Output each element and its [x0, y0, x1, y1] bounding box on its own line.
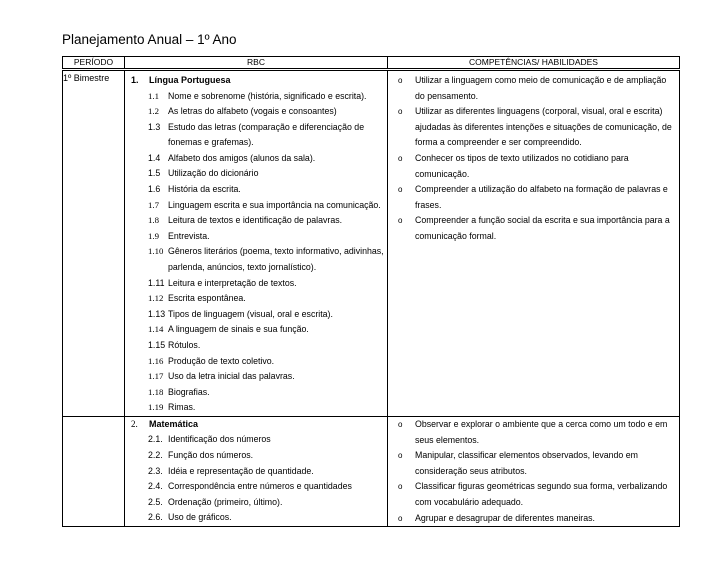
list-item: 1.3 Estudo das letras (comparação e diferenciação de fonemas e grafemas). — [148, 121, 365, 148]
periodo-cell: 1º Bimestre — [63, 70, 125, 417]
list-item: 1.18 Biografias. — [148, 386, 210, 397]
list-item: 1.2 As letras do alfabeto (vogais e consoantes) — [148, 106, 337, 117]
list-item: o Classificar figuras geométricas segundo sua forma, verbalizando com vocabulário adequado. — [388, 479, 675, 510]
list-item: o Observar e explorar o ambiente que a cerca como um todo e em seus elementos. — [388, 417, 675, 448]
list-item: 1.8 Leitura de textos e identificação de palavras. — [148, 215, 343, 226]
list-item: 2.2. Função dos números. — [148, 450, 254, 461]
subject-number: 2. — [131, 418, 138, 429]
list-item: 2.1. Identificação dos números — [148, 434, 271, 445]
list-item: o Utilizar a linguagem como meio de comunicação e de ampliação do pensamento. — [388, 73, 675, 104]
competencias-list — [388, 73, 679, 245]
list-item: 1.4 Alfabeto dos amigos (alunos da sala). — [148, 152, 316, 163]
competencias-list — [388, 417, 679, 526]
list-item: 1.10 Gêneros literários (poema, texto informativo, adivinhas, parlenda, anúncios, texto jornalístico). — [148, 246, 384, 273]
list-item: 1.12 Escrita espontânea. — [148, 293, 246, 304]
rbc-cell — [125, 416, 388, 526]
subject-label: Língua Portuguesa — [149, 75, 231, 85]
page-title: Planejamento Anual – 1º Ano — [62, 32, 237, 47]
subject-label: Matemática — [149, 418, 199, 429]
rbc-cell — [125, 70, 388, 417]
competencias-cell — [388, 416, 680, 526]
list-item: 1.9 Entrevista. — [148, 230, 210, 241]
list-item: o Conhecer os tipos de texto utilizados no cotidiano para comunicação. — [388, 151, 675, 182]
list-item: o Utilizar as diferentes linguagens (corporal, visual, oral e escrita) ajudadas às diferentes intenções e situações de comunicação, de forma a compreender e ser compreendido. — [388, 104, 675, 151]
list-item: o Compreender a função social da escrita e sua importância para a comunicação formal. — [388, 213, 675, 244]
list-item: o Manipular, classificar elementos observados, levando em consideração seus atributos. — [388, 448, 675, 479]
list-item: 1.5 Utilização do dicionário — [148, 168, 259, 179]
header-rbc: RBC — [125, 57, 388, 70]
subject-heading — [125, 417, 387, 433]
header-periodo: PERÍODO — [63, 57, 125, 70]
content-list — [125, 432, 387, 526]
periodo-cell — [63, 416, 125, 526]
list-item: 1.19 Rimas. — [148, 402, 196, 413]
content-list — [125, 89, 387, 416]
list-item: 1.7 Linguagem escrita e sua importância na comunicação. — [148, 199, 381, 210]
list-item: o Agrupar e desagrupar de diferentes maneiras. — [388, 511, 675, 527]
list-item: 1.6 História da escrita. — [148, 184, 241, 195]
planning-table — [62, 56, 680, 527]
list-item: 2.3. Idéia e representação de quantidade. — [148, 465, 314, 476]
list-item: 1.13 Tipos de linguagem (visual, oral e escrita). — [148, 308, 333, 319]
competencias-cell — [388, 70, 680, 417]
subject-heading — [125, 73, 387, 89]
list-item: 1.15 Rótulos. — [148, 340, 201, 350]
list-item: 2.5. Ordenação (primeiro, último). — [148, 496, 283, 507]
list-item: 1.11 Leitura e interpretação de textos. — [148, 277, 297, 288]
list-item: 1.16 Produção de texto coletivo. — [148, 355, 275, 366]
table-row — [63, 416, 680, 526]
table-header-row — [63, 57, 680, 70]
list-item: 1.17 Uso da letra inicial das palavras. — [148, 371, 295, 382]
list-item: 1.1 Nome e sobrenome (história, significado e escrita). — [148, 90, 367, 101]
table-row — [63, 70, 680, 417]
list-item: o Compreender a utilização do alfabeto na formação de palavras e frases. — [388, 182, 675, 213]
list-item: 1.14 A linguagem de sinais e sua função. — [148, 324, 309, 335]
subject-number: 1. — [131, 75, 139, 85]
list-item: 2.4. Correspondência entre números e quantidades — [148, 481, 352, 492]
header-competencias: COMPETÊNCIAS/ HABILIDADES — [388, 57, 680, 70]
list-item: 2.6. Uso de gráficos. — [148, 512, 232, 523]
